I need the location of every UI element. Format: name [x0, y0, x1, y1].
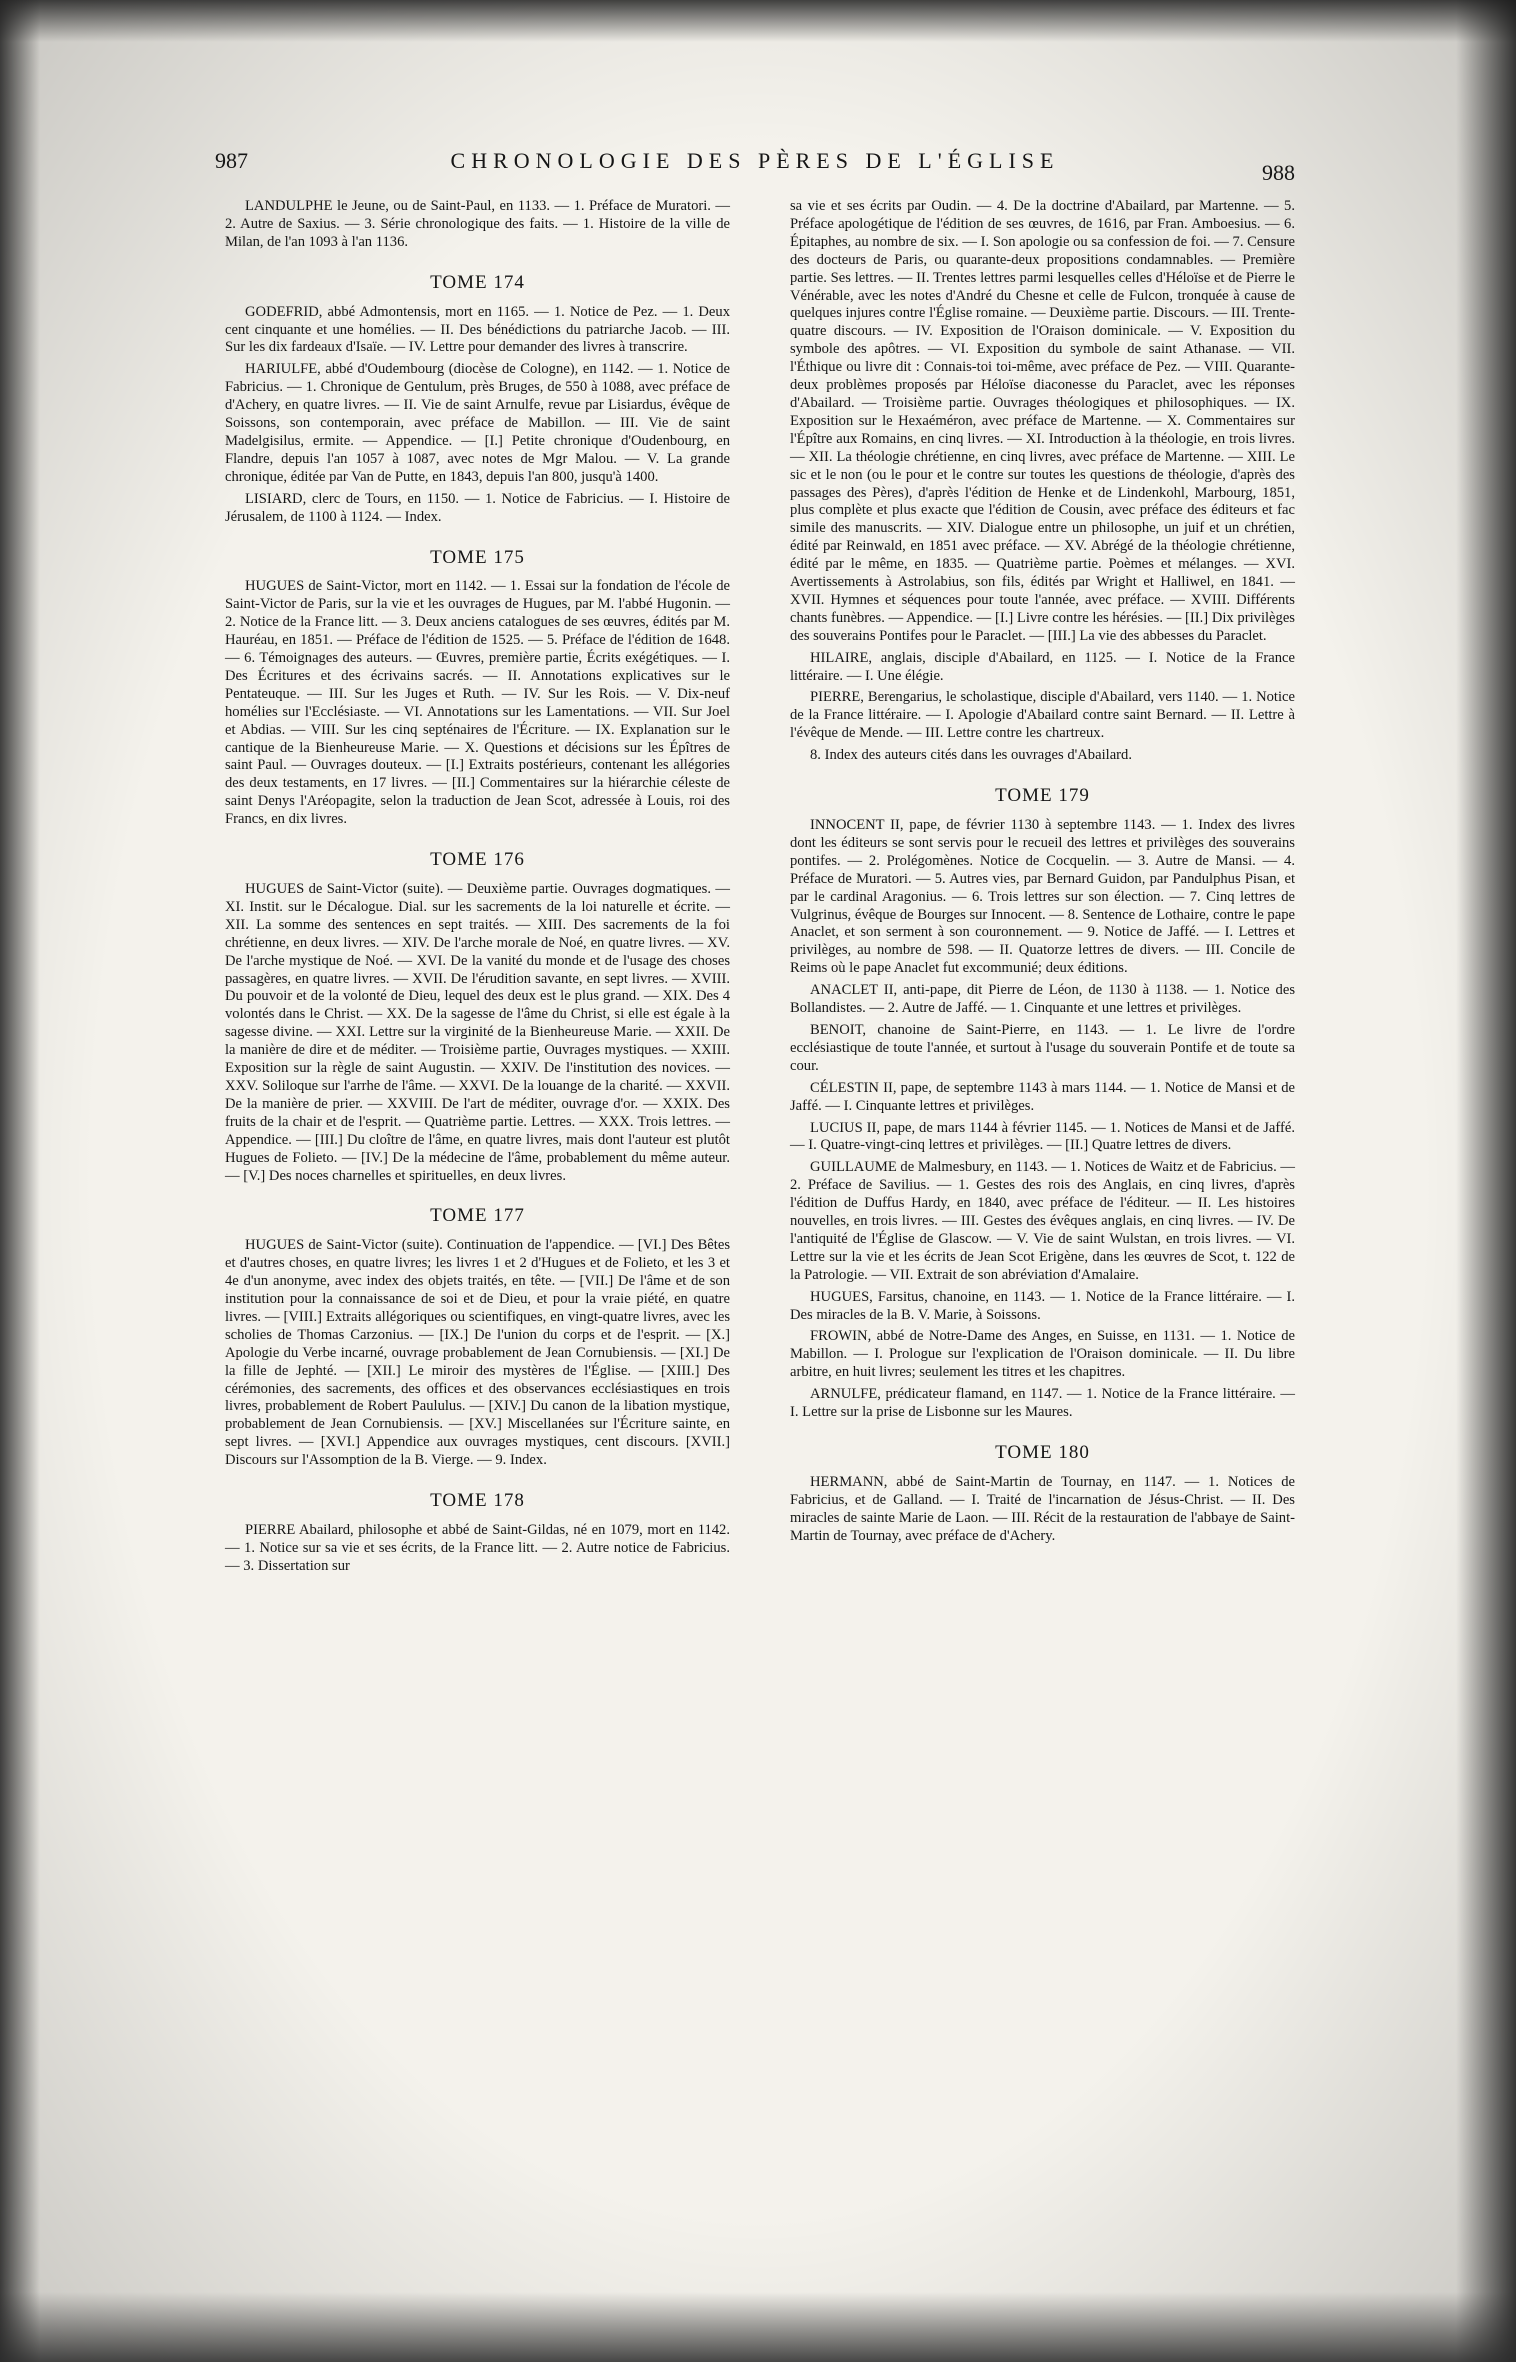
- left-column: [225, 198, 730, 1580]
- tome-heading-177: TOME 177: [430, 1205, 525, 1227]
- scan-border-right: [1456, 0, 1516, 2362]
- entry-celestin-ii: CÉLESTIN II, pape, de septembre 1143 à mars 1144. — 1. Notice de Mansi et de Jaffé. — I. Cinquante lettres et privilèges.: [790, 1079, 1295, 1114]
- entry-arnulfe: ARNULFE, prédicateur flamand, en 1147. — 1. Notice de la France littéraire. — I. Lettre sur la prise de Lisbonne sur les Maures.: [790, 1386, 1295, 1421]
- entry-innocent-ii: INNOCENT II, pape, de février 1130 à septembre 1143. — 1. Index des livres dont les éditeurs se sont servis pour le recueil des lettres et privilèges des souverains pontifes. — 2. Prolégomènes. Notice de Cocquelin. — 3. Autre de Mansi. — 4. Préface de Muratori. — 5. Autres vies, par Bernard Guidon, par Pandulphus Pisan, et par le cardinal Aragonius. — 6. Trois lettres sur son élection. — 7. Cinq lettres de Vulgrinus, évêque de Bourges sur Innocent. — 8. Sentence de Lothaire, contre le pape Anaclet, et son serment à son couronnement. — 9. Notice de Jaffé. — I. Lettres et privilèges, au nombre de 598. — II. Quatorze lettres de divers. — III. Concile de Reims où le pape Anaclet fut excommunié; deux éditions.: [790, 817, 1295, 977]
- entry-hilaire: HILAIRE, anglais, disciple d'Abailard, en 1125. — I. Notice de la France littéraire. — I. Une élégie.: [790, 649, 1295, 684]
- entry-hermann: HERMANN, abbé de Saint-Martin de Tournay, en 1147. — 1. Notices de Fabricius, et de Galland. — I. Traité de l'incarnation de Jésus-Christ. — II. Des miracles de sainte Marie de Laon. — III. Récit de la restauration de l'abbaye de Saint-Martin de Tournay, avec préface de d'Achery.: [790, 1473, 1295, 1544]
- entry-hugues-farsitus: HUGUES, Farsitus, chanoine, en 1143. — 1. Notice de la France littéraire. — I. Des miracles de la B. V. Marie, à Soissons.: [790, 1288, 1295, 1323]
- tome-heading-180: TOME 180: [995, 1442, 1090, 1463]
- tome-heading-176: TOME 176: [430, 849, 525, 871]
- entry-benoit: BENOIT, chanoine de Saint-Pierre, en 1143. — 1. Le livre de l'ordre ecclésiastique de toute l'année, et surtout à l'usage du souverain Pontife et de toute sa cour.: [790, 1021, 1295, 1074]
- entry-abailard-cont: sa vie et ses écrits par Oudin. — 4. De la doctrine d'Abailard, par Martenne. — 5. Préface apologétique de l'édition de ses œuvres, de 1616, par Fran. Amboesius. — 6. Épitaphes, au nombre de six. — I. Son apologie ou sa confession de foi. — 7. Censure des docteurs de Paris, ou quarante-deux propositions condamnables. — Première partie. Ses lettres. — II. Trentes lettres parmi lesquelles celles d'Héloïse et de Pierre le Vénérable, avec les notes d'André du Chesne et celle de Fulcon, tronquée à cause de quelques injures contre l'Église romaine. — Deuxième partie. Discours. — III. Trente-quatre discours. — IV. Exposition de l'Oraison dominicale. — V. Exposition du symbole des apôtres. — VI. Exposition du symbole de saint Athanase. — VII. l'Éthique ou livre dit : Connais-toi toi-même, avec préface de Pez. — VIII. Quarante-deux problèmes proposés par Héloïse diaconesse du Paraclet, avec les réponses d'Abailard. — Troisième partie. Ouvrages théologiques et philosophiques. — IX. Exposition sur le Hexaéméron, avec préface de Martenne. — X. Commentaires sur l'Épître aux Romains, en cinq livres. — XI. Introduction à la théologie, en trois livres. — XII. La théologie chrétienne, en cinq livres, avec préface de Martenne. — XIII. Le sic et le non (ou le pour et le contre sur toutes les questions de théologie, d'après des passages des Pères), d'après l'édition de Henke et de Lindenkohl, Marbourg, 1851, plus complète et plus exacte que l'édition de Cousin, avec préface des éditeurs et fac simile des manuscrits. — XIV. Dialogue entre un philosophe, un juif et un chrétien, édité par Reinwald, en 1851 avec préface. — XV. Abrégé de la théologie chrétienne, édité par le même, en 1835. — Quatrième partie. Poèmes et mélanges. — XVI. Avertissements à Astrolabius, son fils, édités par Wright et Halliwel, en 1841. — XVII. Hymnes et séquences pour toute l'année, avec préface. — XVIII. Différents chants funèbres. — Appendice. — [I.] Livre contre les hérésies. — [II.] Dix privilèges des souverains Pontifes pour le Paraclet. — [III.] La vie des abbesses du Paraclet.: [790, 198, 1295, 644]
- entry-hugues-176: HUGUES de Saint-Victor (suite). — Deuxième partie. Ouvrages dogmatiques. — XI. Instit. sur le Décalogue. Dial. sur les sacrements de la loi naturelle et écrite. — XII. La somme des sentences en sept traités. — XIII. Des sacrements de la foi chrétienne, en deux livres. — XIV. De l'arche morale de Noé, en quatre livres. — XV. De l'arche mystique de Noé. — XVI. De la vanité du monde et de l'usage des choses passagères, en quatre livres. — XVII. De l'érudition savante, en sept livres. — XVIII. Du pouvoir et de la volonté de Dieu, lequel des deux est le plus grand. — XIX. Des 4 volontés dans le Christ. — XX. De la sagesse de l'âme du Christ, si elle est égale à la sagesse divine. — XXI. Lettre sur la virginité de la Bienheureuse Marie. — XXII. De la manière de dire et de méditer. — Troisième partie, Ouvrages mystiques. — XXIII. Exposition sur la règle de saint Augustin. — XXIV. De l'institution des novices. — XXV. Soliloque sur l'arrhe de l'âme. — XXVI. De la louange de la charité. — XXVII. De la manière de prier. — XXVIII. De l'art de méditer, ouvrage d'or. — XXIX. Des fruits de la chair et de l'esprit. — Quatrième partie. Lettres. — XXX. Trois lettres. — Appendice. — [III.] Du cloître de l'âme, en quatre livres, mais dont l'auteur est plutôt Hugues de Folieto. — [IV.] De la médecine de l'âme, probablement du même auteur. — [V.] Des noces charnelles et spirituelles, en deux livres.: [225, 881, 730, 1184]
- scan-border-bottom: [0, 2292, 1516, 2362]
- tome-heading-178: TOME 178: [430, 1490, 525, 1512]
- page-header: [215, 148, 1295, 188]
- entry-lisiard: LISIARD, clerc de Tours, en 1150. — 1. Notice de Fabricius. — I. Histoire de Jérusalem, de 1100 à 1124. — Index.: [225, 490, 730, 525]
- right-column: [790, 198, 1295, 1550]
- scan-border-top: [0, 0, 1516, 42]
- scan-border-left: [0, 0, 40, 2362]
- page-number-right: 988: [1262, 160, 1295, 185]
- entry-hariulfe: HARIULFE, abbé d'Oudembourg (diocèse de Cologne), en 1142. — 1. Notice de Fabricius. — 1. Chronique de Gentulum, près Bruges, de 550 à 1088, avec préface de d'Achery, en quatre livres. — II. Vie de saint Arnulfe, revue par Lisiardus, évêque de Soissons, son contemporain, avec préface de Mabillon. — III. Vie de saint Madelgisilus, ermite. — Appendice. — [I.] Petite chronique d'Oudenbourg, en Flandre, depuis l'an 1057 à 1087, avec notes de Mgr Malou. — V. La grande chronique, éditée par Van de Putte, en 1843, depuis l'an 800, jusqu'à 1400.: [225, 361, 730, 485]
- tome-heading-175: TOME 175: [430, 546, 525, 568]
- entry-hugues-175: HUGUES de Saint-Victor, mort en 1142. — 1. Essai sur la fondation de l'école de Saint-Victor de Paris, sur la vie et les ouvrages de Hugues, par M. l'abbé Hugonin. — 2. Notice de la France litt. — 3. Deux anciens catalogues de ses œuvres, édités par M. Hauréau, en 1851. — Préface de l'édition de 1525. — 5. Préface de l'édition de 1648. — 6. Témoignages des auteurs. — Œuvres, première partie, Écrits exégétiques. — I. Des Écritures et des écrivains sacrés. — II. Annotations explicatives sur le Pentateuque. — III. Sur les Juges et Ruth. — IV. Sur les Rois. — V. Dix-neuf homélies sur l'Ecclésiaste. — VI. Annotations sur les Lamentations. — VII. Sur Joel et Abdias. — VIII. Sur les cinq septénaires de l'Écriture. — IX. Explanation sur le cantique de la Bienheureuse Marie. — X. Questions et décisions sur les Épîtres de saint Paul. — Ouvrages douteux. — [I.] Extraits postérieurs, contenant les allégories des deux testaments, en 17 livres. — [II.] Commentaires sur la hiérarchie céleste de saint Denys l'Aréopagite, selon la traduction de Jean Scot, adressée à Louis, roi des Francs, en dix livres.: [225, 578, 730, 828]
- entry-anaclet-ii: ANACLET II, anti-pape, dit Pierre de Léon, de 1130 à 1138. — 1. Notice des Bollandistes. — 2. Autre de Jaffé. — 1. Cinquante et une lettres et privilèges.: [790, 982, 1295, 1017]
- entry-guillaume: GUILLAUME de Malmesbury, en 1143. — 1. Notices de Waitz et de Fabricius. — 2. Préface de Savilius. — 1. Gestes des rois des Anglais, en cinq livres, d'après l'édition de Duffus Hardy, en 1840, avec préface de l'éditeur. — II. Les histoires nouvelles, en trois livres. — III. Gestes des évêques anglais, en cinq livres. — IV. De l'antiquité de l'Église de Glascow. — V. Vie de saint Wulstan, en trois livres. — VI. Lettre sur la vie et les écrits de Jean Scot Erigène, dans les œuvres de Scot, t. 122 de la Patrologie. — VII. Extrait de son abréviation d'Amalaire.: [790, 1159, 1295, 1283]
- entry-hugues-177: HUGUES de Saint-Victor (suite). Continuation de l'appendice. — [VI.] Des Bêtes et d'autres choses, en quatre livres; les livres 1 et 2 d'Hugues et de Folieto, et les 3 et 4e d'un anonyme, avec index des objets traités, en tête. — [VII.] De l'âme et de son institution pour la connaissance de soi et de Dieu, et pour la vraie piété, en quatre livres. — [VIII.] Extraits allégoriques ou scientifiques, en vingt-quatre livres, avec les scholies de Thomas Carzonius. — [IX.] De l'union du corps et de l'esprit. — [X.] Apologie du Verbe incarné, ouvrage probablement de Jean Cornubiensis. — [XI.] De la fille de Jephté. — [XII.] Le miroir des mystères de l'Église. — [XIII.] Des cérémonies, des sacrements, des offices et des observances ecclésiastiques en trois livres, probablement de Robert Paululus. — [XIV.] Du canon de la libation mystique, probablement de Jean Cornubiensis. — [XV.] Miscellanées sur l'Écriture sainte, en sept livres. — [XVI.] Appendice aux ouvrages mystiques, cent discours. [XVII.] Discours sur l'Assomption de la B. Vierge. — 9. Index.: [225, 1237, 730, 1469]
- page-number-left: 987: [215, 148, 248, 173]
- entry-godefrid: GODEFRID, abbé Admontensis, mort en 1165. — 1. Notice de Pez. — 1. Deux cent cinquante et une homélies. — II. Des bénédictions du patriarche Jacob. — III. Sur les dix fardeaux d'Isaïe. — IV. Lettre pour demander des livres à transcrire.: [225, 303, 730, 356]
- tome-heading-174: TOME 174: [430, 271, 525, 293]
- entry-pierre-abailard: PIERRE Abailard, philosophe et abbé de Saint-Gildas, né en 1079, mort en 1142. — 1. Notice sur sa vie et ses écrits, de la France litt. — 2. Autre notice de Fabricius. — 3. Dissertation sur: [225, 1522, 730, 1574]
- entry-lucius-ii: LUCIUS II, pape, de mars 1144 à février 1145. — 1. Notices de Mansi et de Jaffé. — I. Quatre-vingt-cinq lettres et privilèges. — [II.] Quatre lettres de divers.: [790, 1119, 1295, 1154]
- running-title: CHRONOLOGIE DES PÈRES DE L'ÉGLISE: [450, 148, 1060, 173]
- entry-landulphe: LANDULPHE le Jeune, ou de Saint-Paul, en 1133. — 1. Préface de Muratori. — 2. Autre de Saxius. — 3. Série chronologique des faits. — 1. Histoire de la ville de Milan, de l'an 1093 à l'an 1136.: [225, 198, 730, 250]
- tome-heading-179: TOME 179: [995, 785, 1090, 807]
- entry-index-abailard: 8. Index des auteurs cités dans les ouvrages d'Abailard.: [810, 747, 1132, 764]
- entry-frowin: FROWIN, abbé de Notre-Dame des Anges, en Suisse, en 1131. — 1. Notice de Mabillon. — I. Prologue sur l'explication de l'Oraison dominicale. — II. Du libre arbitre, en huit livres; seulement les titres et les chapitres.: [790, 1328, 1295, 1381]
- entry-pierre-berengarius: PIERRE, Berengarius, le scholastique, disciple d'Abailard, vers 1140. — 1. Notice de la France littéraire. — I. Apologie d'Abailard contre saint Bernard. — II. Lettre à l'évêque de Mende. — III. Lettre contre les chartreux.: [790, 689, 1295, 742]
